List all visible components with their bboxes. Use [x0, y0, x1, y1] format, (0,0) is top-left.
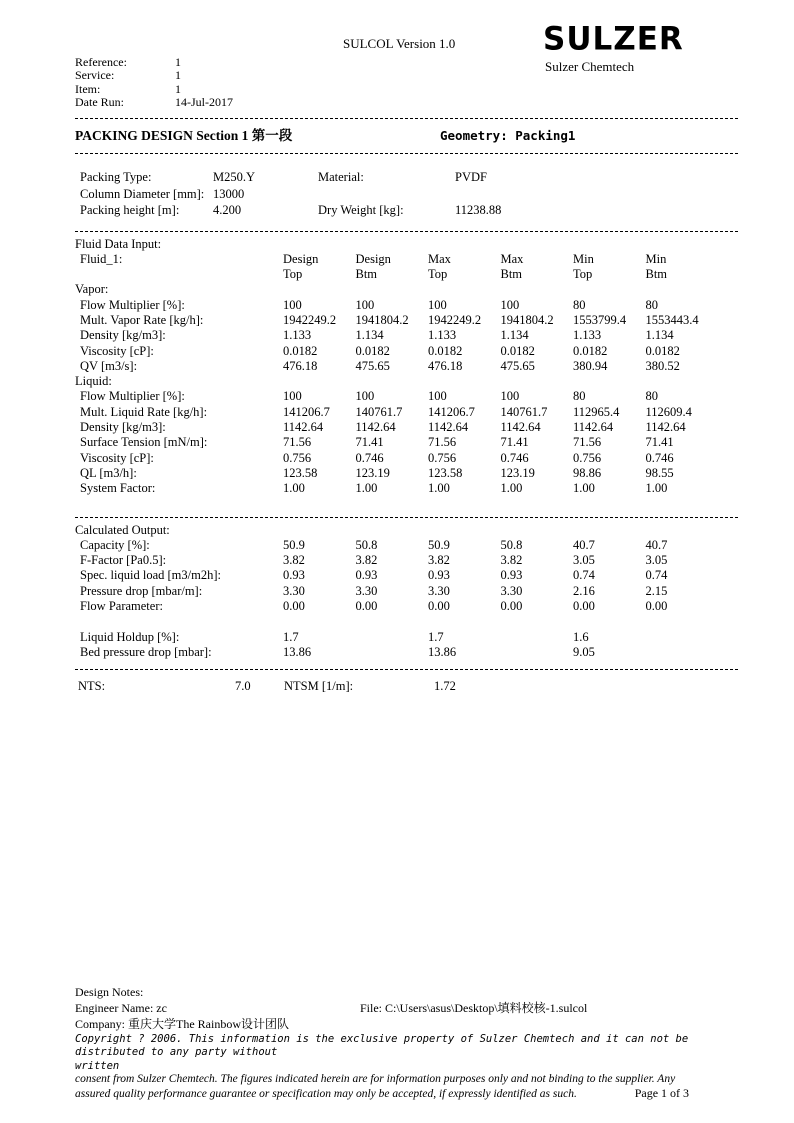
cell-value: 1.7 [283, 629, 299, 644]
cell-value: 50.9 [428, 537, 450, 552]
cell-value: 1.133 [428, 328, 457, 343]
cell-value: 1.133 [283, 328, 312, 343]
meta-value: 1 [175, 81, 181, 96]
field-label: Packing height [m]: [80, 203, 180, 217]
calculated-output-section [75, 523, 740, 661]
cell-value: 123.58 [428, 465, 463, 480]
cell-value: 100 [428, 389, 447, 404]
cell-value: 100 [283, 389, 302, 404]
cell-value: 50.8 [355, 537, 378, 552]
cell-value: 380.94 [573, 358, 608, 373]
cell-value: 1.134 [645, 328, 674, 343]
cell-value: 3.30 [355, 583, 378, 598]
cell-value: 1941804.2 [500, 312, 554, 327]
field-value [455, 186, 740, 203]
company-name: Company: 重庆大学The Rainbow设计团队 [75, 1017, 289, 1032]
field-value: 4.200 [213, 203, 242, 217]
cell-value: 1.133 [573, 328, 602, 343]
table-row [75, 405, 740, 420]
cell-value: 1142.64 [500, 420, 541, 435]
copyright-text: assured quality performance guarantee or specification may only be accepted, if expressly identified as such. [75, 1087, 577, 1100]
table-row [75, 568, 740, 583]
report-meta-block [75, 56, 233, 110]
row-label: System Factor: [80, 481, 156, 496]
column-header: Min [573, 251, 594, 266]
cell-value: 13.86 [283, 644, 312, 659]
liquid-table [75, 389, 740, 496]
cell-value: 380.52 [645, 358, 680, 373]
cell-value: 475.65 [355, 358, 390, 373]
cell-value [356, 630, 429, 645]
cell-value: 1142.64 [283, 420, 324, 435]
meta-label: Item: [75, 81, 101, 96]
cell-value: 0.0182 [428, 343, 463, 358]
cell-value: 1.00 [283, 481, 305, 496]
field-value: 11238.88 [455, 203, 502, 217]
table-row [75, 645, 740, 660]
cell-value: 40.7 [645, 537, 668, 552]
cell-value: 1941804.2 [355, 312, 409, 327]
cell-value: 0.74 [573, 568, 595, 583]
table-row [75, 538, 740, 553]
engineer-name: Engineer Name: zc [75, 1001, 167, 1016]
copyright-line [75, 1087, 760, 1102]
output-section-title: Calculated Output: [75, 522, 170, 537]
cell-value: 80 [645, 389, 658, 404]
cell-value: 80 [645, 297, 658, 312]
meta-row-date-run [75, 96, 233, 109]
cell-value: 0.746 [645, 450, 674, 465]
cell-value: 71.41 [500, 435, 529, 450]
cell-value: 0.00 [355, 599, 378, 614]
row-label: Density [kg/m3]: [80, 420, 166, 435]
column-header: Top [283, 267, 303, 282]
cell-value [501, 630, 574, 645]
field-label: Column Diameter [mm]: [80, 186, 205, 201]
cell-value: 475.65 [500, 358, 535, 373]
cell-value [356, 645, 429, 660]
cell-value: 1942249.2 [283, 312, 337, 327]
row-label: Bed pressure drop [mbar]: [80, 644, 212, 659]
field-label: Dry Weight [kg]: [318, 203, 404, 217]
cell-value: 1.00 [428, 481, 450, 496]
field-value: M250.Y [213, 170, 256, 184]
cell-value: 100 [355, 389, 375, 404]
report-footer [75, 984, 760, 1101]
cell-value: 1.7 [428, 629, 444, 644]
cell-value: 141206.7 [283, 404, 330, 419]
vapor-table [75, 298, 740, 374]
row-label: Mult. Vapor Rate [kg/h]: [80, 312, 204, 327]
cell-value: 1142.64 [645, 420, 686, 435]
cell-value: 3.82 [355, 553, 378, 568]
row-label: Flow Parameter: [80, 599, 163, 614]
row-label: F-Factor [Pa0.5]: [80, 553, 167, 568]
cell-value: 2.15 [645, 583, 668, 598]
column-header: Top [573, 267, 593, 282]
fluid-data-input-section [75, 237, 740, 497]
table-row [75, 389, 740, 404]
row-label: Density [kg/m3]: [80, 328, 166, 343]
cell-value [646, 630, 719, 645]
cell-value: 1553443.4 [645, 312, 699, 327]
cell-value: 0.0182 [573, 343, 608, 358]
copyright-line: written [75, 1059, 120, 1072]
cell-value: 0.93 [500, 568, 523, 583]
row-label: Pressure drop [mbar/m]: [80, 583, 203, 598]
copyright-line: consent from Sulzer Chemtech. The figures indicated herein are for information purposes only and not binding to the supplier. Any [75, 1073, 676, 1086]
cell-value: 3.30 [500, 583, 523, 598]
cell-value: 71.56 [283, 435, 312, 450]
table-row [75, 313, 740, 328]
meta-value: 14-Jul-2017 [175, 95, 233, 110]
geometry-label: Geometry: Packing1 [440, 128, 576, 143]
cell-value: 0.0182 [645, 343, 680, 358]
cell-value: 1.00 [355, 481, 378, 496]
cell-value: 0.93 [428, 568, 450, 583]
cell-value: 1142.64 [428, 420, 469, 435]
ntsm-value: 1.72 [434, 679, 456, 694]
cell-value: 0.756 [283, 450, 312, 465]
cell-value: 1142.64 [573, 420, 614, 435]
cell-value: 1942249.2 [428, 312, 482, 327]
column-header: Btm [500, 267, 523, 282]
cell-value: 71.41 [645, 435, 674, 450]
divider [75, 517, 740, 519]
cell-value: 1.134 [355, 328, 384, 343]
nts-summary-row [75, 678, 740, 694]
app-version-title: SULCOL Version 1.0 [343, 36, 456, 51]
cell-value: 40.7 [573, 537, 595, 552]
sulzer-logo: SULZER [543, 20, 684, 58]
cell-value: 100 [500, 389, 520, 404]
row-label: QV [m3/s]: [80, 358, 138, 373]
row-label: Spec. liquid load [m3/m2h]: [80, 568, 221, 583]
divider [75, 117, 740, 119]
table-row [75, 584, 740, 599]
cell-value: 80 [573, 389, 586, 404]
meta-label: Service: [75, 68, 115, 83]
row-label: Surface Tension [mN/m]: [80, 435, 208, 450]
cell-value: 0.0182 [283, 343, 318, 358]
divider [75, 152, 740, 154]
cell-value: 0.00 [428, 599, 450, 614]
column-header: Min [645, 251, 667, 266]
cell-value: 112965.4 [573, 404, 620, 419]
column-header: Max [500, 251, 524, 266]
field-label: Material: [318, 170, 364, 184]
vapor-section-title: Vapor: [75, 282, 109, 297]
cell-value: 141206.7 [428, 404, 475, 419]
cell-value: 2.16 [573, 583, 595, 598]
cell-value: 0.93 [283, 568, 305, 583]
cell-value: 100 [500, 297, 520, 312]
cell-value: 1553799.4 [573, 312, 627, 327]
cell-value: 50.8 [500, 537, 523, 552]
fluid-name-label: Fluid_1: [80, 251, 123, 266]
cell-value: 1.00 [645, 481, 668, 496]
copyright-line: Copyright ? 2006. This information is the exclusive property of Sulzer Chemtech and it can not be distributed to any party without [75, 1032, 689, 1059]
cell-value: 80 [573, 297, 586, 312]
fluid-section-title: Fluid Data Input: [75, 236, 162, 251]
cell-value: 3.05 [573, 553, 595, 568]
row-label: Flow Multiplier [%]: [80, 389, 185, 404]
cell-value: 3.82 [500, 553, 523, 568]
cell-value: 0.746 [500, 450, 529, 465]
cell-value: 3.30 [283, 583, 305, 598]
cell-value: 0.93 [355, 568, 378, 583]
column-header: Design [355, 251, 391, 266]
spacer [75, 614, 740, 629]
design-notes-label: Design Notes: [75, 985, 144, 999]
table-row [75, 328, 740, 343]
row-label: Viscosity [cP]: [80, 343, 154, 358]
packing-row [75, 169, 740, 186]
cell-value: 100 [355, 297, 375, 312]
cell-value: 100 [428, 297, 447, 312]
column-header-row [75, 252, 740, 267]
cell-value: 50.9 [283, 537, 305, 552]
cell-value: 0.00 [500, 599, 523, 614]
meta-row-service [75, 69, 233, 82]
cell-value: 1.134 [500, 328, 529, 343]
table-row [75, 420, 740, 435]
cell-value: 1.6 [573, 629, 589, 644]
field-label: Packing Type: [80, 170, 152, 184]
cell-value: 9.05 [573, 644, 595, 659]
cell-value: 476.18 [428, 358, 463, 373]
meta-value: 1 [175, 55, 181, 69]
nts-value: 7.0 [235, 679, 251, 694]
cell-value: 0.00 [645, 599, 668, 614]
cell-value: 3.82 [283, 553, 305, 568]
cell-value: 98.55 [645, 465, 674, 480]
cell-value: 71.56 [573, 435, 602, 450]
cell-value: 0.74 [645, 568, 668, 583]
liquid-section-title: Liquid: [75, 374, 112, 389]
divider [75, 668, 740, 670]
holdup-table [75, 630, 740, 661]
cell-value: 123.58 [283, 465, 318, 480]
column-header: Top [428, 267, 448, 282]
cell-value [501, 645, 574, 660]
row-label: Capacity [%]: [80, 537, 150, 552]
logo-subtitle: Sulzer Chemtech [545, 59, 635, 74]
meta-value: 1 [175, 68, 181, 83]
meta-row-item [75, 83, 233, 96]
cell-value: 100 [283, 297, 302, 312]
cell-value: 71.56 [428, 435, 457, 450]
cell-value: 1.00 [500, 481, 523, 496]
cell-value: 140761.7 [500, 404, 548, 419]
meta-label: Reference: [75, 55, 127, 69]
meta-row-reference [75, 56, 233, 69]
table-row [75, 359, 740, 374]
cell-value: 123.19 [500, 465, 535, 480]
table-row [75, 481, 740, 496]
cell-value: 13.86 [428, 644, 457, 659]
cell-value: 71.41 [355, 435, 384, 450]
row-label: QL [m3/h]: [80, 465, 137, 480]
cell-value: 0.0182 [500, 343, 535, 358]
cell-value: 123.19 [355, 465, 390, 480]
row-label: Mult. Liquid Rate [kg/h]: [80, 404, 208, 419]
cell-value: 112609.4 [645, 404, 692, 419]
column-header: Design [283, 251, 319, 266]
cell-value: 1.00 [573, 481, 595, 496]
table-row [75, 599, 740, 614]
cell-value: 0.756 [428, 450, 457, 465]
packing-info-block [75, 169, 740, 219]
meta-label: Date Run: [75, 95, 124, 110]
table-row [75, 466, 740, 481]
cell-value: 1142.64 [355, 420, 396, 435]
section-heading [75, 126, 740, 146]
row-label: Flow Multiplier [%]: [80, 297, 185, 312]
spacer [75, 267, 283, 282]
packing-row [75, 202, 740, 219]
cell-value: 0.746 [355, 450, 384, 465]
cell-value: 140761.7 [355, 404, 403, 419]
cell-value: 476.18 [283, 358, 318, 373]
table-row [75, 344, 740, 359]
cell-value: 0.00 [283, 599, 305, 614]
cell-value: 0.0182 [355, 343, 390, 358]
cell-value: 3.82 [428, 553, 450, 568]
field-value: PVDF [455, 170, 487, 184]
column-header-row [75, 267, 740, 282]
divider [75, 231, 740, 233]
field-value: 13000 [213, 186, 245, 201]
output-table [75, 538, 740, 614]
cell-value: 0.756 [573, 450, 602, 465]
page-number: Page 1 of 3 [634, 1085, 690, 1100]
cell-value: 3.30 [428, 583, 450, 598]
column-header: Max [428, 251, 451, 266]
table-row [75, 451, 740, 466]
row-label: Viscosity [cP]: [80, 450, 154, 465]
column-header: Btm [645, 267, 668, 282]
field-label [318, 186, 455, 203]
row-label: Liquid Holdup [%]: [80, 629, 180, 644]
table-row [75, 298, 740, 313]
nts-label: NTS: [78, 679, 106, 694]
table-row [75, 630, 740, 645]
packing-row [75, 186, 740, 203]
file-path: File: C:\Users\asus\Desktop\填料校核-1.sulcol [360, 1001, 588, 1016]
ntsm-label: NTSM [1/m]: [284, 679, 354, 694]
cell-value: 3.05 [645, 553, 668, 568]
section-title: PACKING DESIGN Section 1 第一段 [75, 128, 293, 143]
engineer-file-row [75, 1000, 760, 1016]
column-header: Btm [355, 267, 378, 282]
cell-value: 98.86 [573, 465, 602, 480]
table-row [75, 435, 740, 450]
report-body [75, 112, 740, 694]
cell-value [646, 645, 719, 660]
cell-value: 0.00 [573, 599, 595, 614]
table-row [75, 553, 740, 568]
